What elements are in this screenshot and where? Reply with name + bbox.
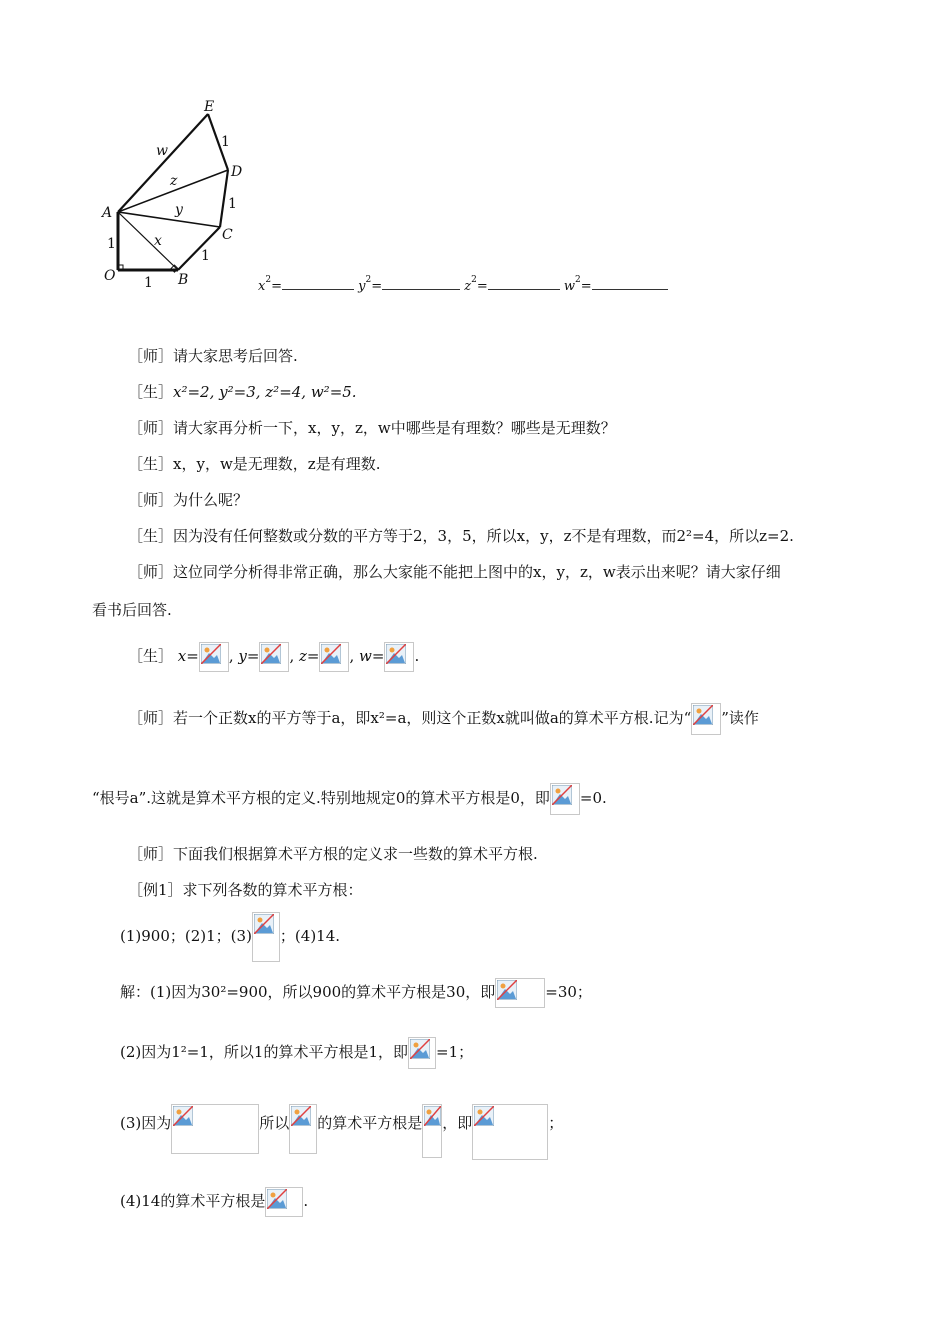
line-10: “根号a”.这就是算术平方根的定义.特别地规定0的算术平方根是0，即 =0. <box>92 780 607 816</box>
geometry-figure <box>100 95 260 295</box>
line-17: (4)14的算术平方根是 . <box>120 1184 308 1218</box>
segment-ae <box>118 114 208 212</box>
edge-ao-label: 1 <box>107 236 116 252</box>
line-8: ［生］ x= , y= , z= , w= . <box>128 639 419 673</box>
broken-image-icon <box>321 644 341 664</box>
broken-image-icon <box>386 644 406 664</box>
line-16: (3)因为 所以 的算术平方根是 ，即 ； <box>120 1100 563 1160</box>
edge-y-label: y <box>175 202 183 218</box>
image-placeholder <box>199 642 229 672</box>
image-placeholder <box>495 978 545 1008</box>
broken-image-icon <box>474 1106 494 1126</box>
line-5: ［师］为什么呢？ <box>128 491 249 509</box>
edge-ob-label: 1 <box>144 275 153 291</box>
broken-image-icon <box>497 980 517 1000</box>
line-9: ［师］若一个正数x的平方等于a，即x²=a，则这个正数x就叫做a的算术平方根.记为“ ”读作 <box>128 700 759 736</box>
line-3: ［师］请大家再分析一下，x，y，z，w中哪些是有理数？哪些是无理数？ <box>128 419 616 437</box>
image-placeholder <box>265 1187 303 1217</box>
point-d-label: D <box>231 164 243 180</box>
image-placeholder <box>252 912 280 962</box>
edge-dc-label: 1 <box>228 196 237 212</box>
line-1: ［师］请大家思考后回答. <box>128 347 298 365</box>
image-placeholder <box>319 642 349 672</box>
line-2: ［生］x²=2, y²=3, z²=4, w²=5. <box>128 383 357 401</box>
line-12: ［例1］求下列各数的算术平方根： <box>128 881 363 899</box>
edge-w-label: w <box>156 143 168 159</box>
broken-image-icon <box>552 785 572 805</box>
broken-image-icon <box>261 644 281 664</box>
image-placeholder <box>259 642 289 672</box>
broken-image-icon <box>173 1106 193 1126</box>
y2-blank[interactable] <box>382 277 460 290</box>
broken-image-icon <box>201 644 221 664</box>
point-o-label: O <box>104 268 116 284</box>
point-e-label: E <box>204 99 215 115</box>
line-11: ［师］下面我们根据算术平方根的定义求一些数的算术平方根. <box>128 845 538 863</box>
line-15: (2)因为1²=1，所以1的算术平方根是1，即 =1； <box>120 1035 473 1069</box>
answer-blanks: $x^2= y^2= z^2= w^2=$ <box>258 277 668 294</box>
point-a-label: A <box>102 205 113 221</box>
image-placeholder <box>408 1037 436 1069</box>
line-6: ［生］因为没有任何整数或分数的平方等于2，3，5，所以x，y，z不是有理数，而2²=4，所以z=2. <box>128 527 794 545</box>
image-placeholder <box>550 783 580 815</box>
broken-image-icon <box>410 1039 430 1059</box>
broken-image-icon <box>693 705 713 725</box>
line-13: (1)900；(2)1；(3) ；(4)14. <box>120 910 340 962</box>
w2-blank[interactable] <box>592 277 668 290</box>
edge-z-label: z <box>170 173 178 189</box>
line-7b: 看书后回答. <box>92 601 172 619</box>
image-placeholder <box>384 642 414 672</box>
image-placeholder <box>422 1104 442 1158</box>
segment-ac <box>118 212 220 227</box>
segment-cb <box>178 227 220 270</box>
image-placeholder <box>691 703 721 735</box>
point-b-label: B <box>178 272 189 288</box>
z2-blank[interactable] <box>488 277 560 290</box>
point-c-label: C <box>222 227 233 243</box>
image-placeholder <box>289 1104 317 1154</box>
edge-x-label: x <box>154 233 162 249</box>
broken-image-icon <box>291 1106 311 1126</box>
line-14: 解：(1)因为30²=900，所以900的算术平方根是30，即 =30； <box>120 975 592 1009</box>
image-placeholder <box>171 1104 259 1154</box>
segment-ab <box>118 212 178 270</box>
broken-image-icon <box>267 1189 287 1209</box>
image-placeholder <box>472 1104 548 1160</box>
broken-image-icon <box>254 914 274 934</box>
edge-ed-label: 1 <box>221 134 230 150</box>
x2-blank[interactable] <box>282 277 354 290</box>
line-7: ［师］这位同学分析得非常正确，那么大家能不能把上图中的x，y，z，w表示出来呢？请大家仔细 <box>128 563 781 581</box>
segment-dc <box>220 170 228 227</box>
edge-cb-label: 1 <box>201 248 210 264</box>
broken-image-icon <box>424 1106 441 1126</box>
line-4: ［生］x，y，w是无理数，z是有理数. <box>128 455 381 473</box>
